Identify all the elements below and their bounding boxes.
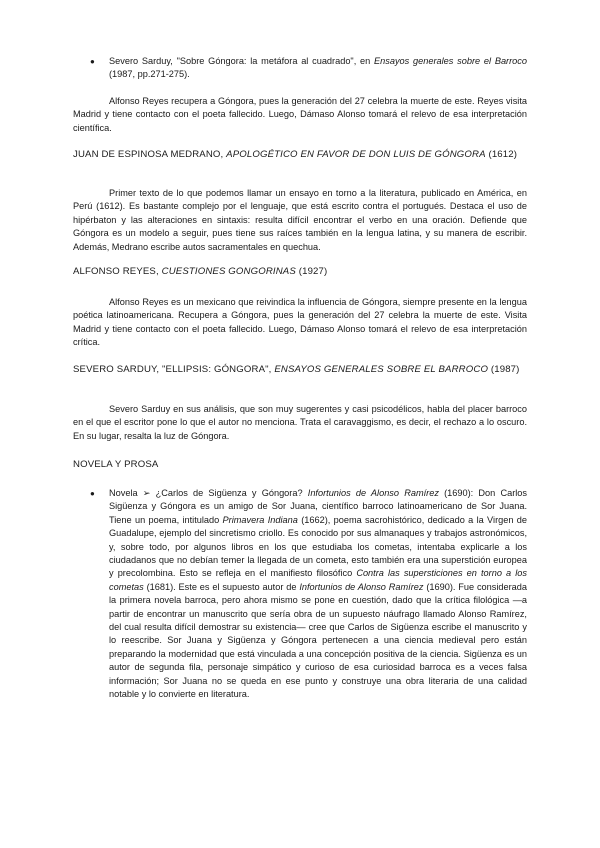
bullet-text: (1662), poema sacrohistórico, dedicado a la Virgen de Guadalupe, ejemplo del sincretismo criollo. Es conocido por sus almanaques y trabajos astronómicos, y, sobre todo, por algunos libros en los que estudiaba los cometas, intentaba explicarle a los ciudadanos que no debían temer la llegada de un cometa, esto también era una superstición europea y precolombina. Esto se refleja en el manifiesto filosófico: [109, 514, 527, 579]
heading-author: SEVERO SARDUY, "ELLIPSIS: GÓNGORA",: [73, 364, 275, 375]
reference-text: Severo Sarduy, "Sobre Góngora: la metáfora al cuadrado", en: [109, 56, 375, 66]
heading-title: ENSAYOS GENERALES SOBRE EL BARROCO: [274, 364, 489, 375]
work-title: Infortunios de Alonso Ramírez: [307, 488, 439, 498]
bullet-novela-siguenza: [109, 487, 527, 702]
heading-year: (1612): [485, 149, 518, 160]
section-heading-reyes: [73, 265, 527, 279]
paragraph-sarduy: Severo Sarduy en sus análisis, que son muy sugerentes y casi psicodélicos, habla del placer barroco en el que el escritor pone lo que el autor no menciona. Trata el caravaggismo, es decir, el rechazo a lo oscuro. En su lugar, resalta la luz de Góngora.: [73, 404, 527, 441]
heading-year: (1987): [488, 364, 520, 375]
paragraph-reyes: Alfonso Reyes es un mexicano que reivindica la influencia de Góngora, siempre presente en la lengua poética latinoamericana. Recupera a Góngora, pues la generación del 27 celebra la muerte de este. Visita Madrid y tiene contacto con el poeta fallecido. Luego, Dámaso Alonso tomará el relevo de esa interpretación crítica.: [73, 297, 527, 348]
section-heading-sarduy: [73, 363, 527, 377]
work-title: Primavera Indiana: [222, 514, 298, 525]
reference-pages: (1987, pp.271-275).: [109, 69, 190, 80]
bullet-text: Novela ➢ ¿Carlos de Sigüenza y Góngora?: [109, 488, 308, 498]
bullet-text: (1681). Este es el supuesto autor de: [143, 581, 300, 592]
bullet-marker: ●: [90, 57, 95, 66]
section-heading-medrano: [73, 148, 527, 162]
heading-title: APOLOGÉTICO EN FAVOR DE DON LUIS DE GÓNGORA: [226, 149, 486, 160]
reference-title: Ensayos generales sobre el Barroco: [374, 56, 527, 66]
bullet-marker: ●: [90, 489, 95, 498]
heading-title: CUESTIONES GONGORINAS: [161, 266, 296, 277]
heading-year: (1927): [295, 266, 328, 277]
work-title: Contra las supersticiones en torno a los cometas: [109, 568, 527, 592]
work-title: Infortunios de Alonso Ramírez: [299, 581, 424, 592]
heading-author: JUAN DE ESPINOSA MEDRANO,: [73, 149, 227, 160]
paragraph-medrano: Primer texto de lo que podemos llamar un ensayo en torno a la literatura, publicado en América, en Perú (1612). Es bastante complejo por el lenguaje, que está escrito contra el portugués. Destaca el uso de hipérbaton y las alteraciones en sintaxis: resulta difícil encontrar el verbo en una oración. Defiende que Góngora es un modelo a seguir, pues tiene sus raíces también en la lengua latina, y su manera de escribir. Además, Medrano escribe autos sacramentales en quechua.: [73, 188, 527, 252]
bullet-text: (1690): Don Carlos Sigüenza y Góngora es un amigo de Sor Juana, científico barroco latinoamericano de Sor Juana. Tiene un poema, intitulado: [109, 488, 527, 525]
paragraph-reyes-intro: Alfonso Reyes recupera a Góngora, pues la generación del 27 celebra la muerte de este. Reyes visita Madrid y tiene contacto con el poeta fallecido. Luego, Dámaso Alonso tomará el relevo de esa interpretación científica.: [73, 96, 527, 133]
bullet-text: (1690). Fue considerada la primera novela barroca, pero ahora mismo se pone en cuestión, dado que la crítica filológica —a partir de encontrar un manuscrito que sería obra de un supuesto náufrago llamado Alonso Ramírez, del cual resulta difícil demostrar su existencia— cree que Carlos de Sigüenza escribe el manuscrito y lo reescribe. Sor Juana y Sigüenza y Góngora pertenecen a una ciencia medieval pero están preparando la modernidad que está vinculada a una concepción positiva de la ciencia. Sigüenza es un autor de segunda fila, personaje simpático y curioso de esa curiosidad barroca es a veces falsa información; Sor Juana no se queda en ese punto y construye una obra literaria de una calidad notable y lo convierte en literatura.: [109, 581, 528, 700]
heading-author: ALFONSO REYES,: [73, 266, 162, 277]
section-heading-novela: NOVELA Y PROSA: [73, 459, 159, 470]
reference-sarduy-bullet: [109, 55, 527, 82]
